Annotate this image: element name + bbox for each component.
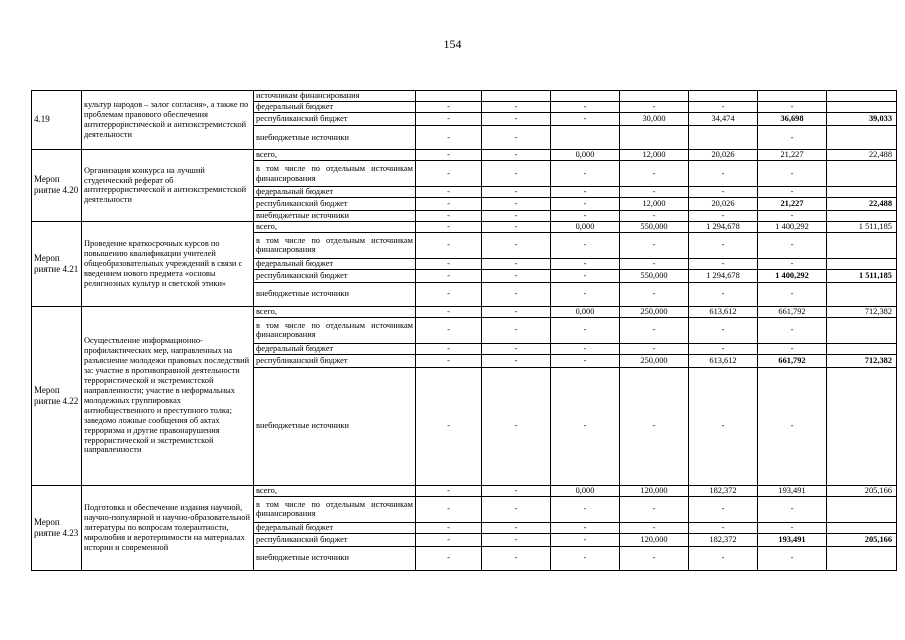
amount-cell: - <box>416 533 482 546</box>
amount-cell: - <box>551 367 620 485</box>
amount-cell: - <box>482 258 551 269</box>
amount-cell: 30,000 <box>620 113 689 126</box>
amount-cell: - <box>689 496 758 522</box>
amount-cell <box>827 232 897 258</box>
amount-cell: - <box>620 258 689 269</box>
amount-cell: - <box>416 317 482 343</box>
amount-cell: - <box>551 496 620 522</box>
amount-cell: - <box>416 496 482 522</box>
amount-cell: - <box>416 282 482 306</box>
amount-cell <box>551 126 620 150</box>
amount-cell: - <box>758 187 827 198</box>
amount-cell: - <box>551 232 620 258</box>
amount-cell: 205,166 <box>827 533 897 546</box>
amount-cell: 613,612 <box>689 306 758 317</box>
amount-cell: - <box>689 232 758 258</box>
amount-cell: 120,000 <box>620 533 689 546</box>
amount-cell: - <box>482 306 551 317</box>
amount-cell: - <box>551 187 620 198</box>
amount-cell: - <box>416 187 482 198</box>
amount-cell: - <box>482 546 551 570</box>
amount-cell: - <box>689 258 758 269</box>
amount-cell: 712,382 <box>827 306 897 317</box>
funding-source: федеральный бюджет <box>254 187 416 198</box>
amount-cell: 36,698 <box>758 113 827 126</box>
table-row <box>32 306 897 317</box>
amount-cell: - <box>758 161 827 187</box>
amount-cell <box>827 367 897 485</box>
amount-cell: 0,000 <box>551 150 620 161</box>
amount-cell: - <box>482 343 551 354</box>
amount-cell: - <box>620 232 689 258</box>
amount-cell: - <box>416 354 482 367</box>
amount-cell: - <box>620 282 689 306</box>
amount-cell: - <box>689 343 758 354</box>
amount-cell: - <box>551 113 620 126</box>
activity-name: Осуществление информационно-профилактических мер, направленных на разъяснение молодежи правовых последствий за: участие в противоправной деятельности террористической и экстремистской направленности; участие в неформальных молодежных группировках антиобщественного и преступного толка; заведомо ложные сообщения об актах терроризма и другие правонарушения террористической и экстремистской направленности <box>82 306 254 485</box>
amount-cell: - <box>482 187 551 198</box>
activity-id: Мероп риятие 4.23 <box>32 485 82 570</box>
funding-source: внебюджетные источники <box>254 367 416 485</box>
amount-cell: - <box>482 113 551 126</box>
amount-cell: - <box>482 496 551 522</box>
amount-cell: - <box>416 485 482 496</box>
amount-cell: - <box>416 269 482 282</box>
amount-cell: - <box>416 306 482 317</box>
amount-cell: - <box>482 232 551 258</box>
amount-cell: - <box>416 126 482 150</box>
funding-source: всего, <box>254 150 416 161</box>
amount-cell: 193,491 <box>758 485 827 496</box>
amount-cell: - <box>482 150 551 161</box>
amount-cell: - <box>416 232 482 258</box>
amount-cell: - <box>551 282 620 306</box>
table-row <box>32 221 897 232</box>
amount-cell: 1 400,292 <box>758 269 827 282</box>
amount-cell: - <box>482 282 551 306</box>
funding-source: в том числе по отдельным источникам финансирования <box>254 496 416 522</box>
amount-cell: - <box>620 522 689 533</box>
amount-cell: - <box>689 367 758 485</box>
funding-source: всего, <box>254 485 416 496</box>
amount-cell: - <box>620 102 689 113</box>
funding-source: федеральный бюджет <box>254 343 416 354</box>
amount-cell: - <box>416 546 482 570</box>
amount-cell: 12,000 <box>620 198 689 211</box>
amount-cell: 21,227 <box>758 198 827 211</box>
amount-cell: - <box>689 102 758 113</box>
funding-source: федеральный бюджет <box>254 258 416 269</box>
amount-cell <box>827 522 897 533</box>
amount-cell: - <box>689 161 758 187</box>
amount-cell: 12,000 <box>620 150 689 161</box>
amount-cell: 0,000 <box>551 306 620 317</box>
amount-cell: 550,000 <box>620 269 689 282</box>
amount-cell: - <box>758 496 827 522</box>
amount-cell: - <box>689 211 758 222</box>
amount-cell: - <box>689 317 758 343</box>
amount-cell <box>827 102 897 113</box>
amount-cell: - <box>551 317 620 343</box>
amount-cell <box>827 282 897 306</box>
amount-cell: - <box>620 496 689 522</box>
amount-cell: - <box>758 522 827 533</box>
funding-source: республиканский бюджет <box>254 269 416 282</box>
amount-cell: 20,026 <box>689 198 758 211</box>
amount-cell: 1 294,678 <box>689 269 758 282</box>
amount-cell: - <box>551 102 620 113</box>
funding-source: в том числе по отдельным источникам финансирования <box>254 232 416 258</box>
amount-cell: 550,000 <box>620 221 689 232</box>
amount-cell: 39,033 <box>827 113 897 126</box>
amount-cell: - <box>758 367 827 485</box>
amount-cell: 120,000 <box>620 485 689 496</box>
amount-cell: - <box>482 211 551 222</box>
amount-cell: - <box>551 354 620 367</box>
amount-cell: - <box>551 211 620 222</box>
amount-cell: 21,227 <box>758 150 827 161</box>
amount-cell: - <box>416 150 482 161</box>
amount-cell: 1 400,292 <box>758 221 827 232</box>
funding-source: федеральный бюджет <box>254 522 416 533</box>
amount-cell: - <box>482 161 551 187</box>
amount-cell: - <box>758 211 827 222</box>
amount-cell: - <box>482 354 551 367</box>
funding-source: республиканский бюджет <box>254 113 416 126</box>
amount-cell: 250,000 <box>620 306 689 317</box>
page-number: 154 <box>443 37 462 51</box>
amount-cell: 661,792 <box>758 354 827 367</box>
amount-cell: - <box>758 343 827 354</box>
funding-source: федеральный бюджет <box>254 102 416 113</box>
amount-cell <box>827 496 897 522</box>
amount-cell: - <box>551 533 620 546</box>
amount-cell: 22,488 <box>827 198 897 211</box>
amount-cell: - <box>551 546 620 570</box>
amount-cell: 20,026 <box>689 150 758 161</box>
activity-id: 4.19 <box>32 91 82 150</box>
amount-cell: 250,000 <box>620 354 689 367</box>
amount-cell: - <box>482 533 551 546</box>
amount-cell: - <box>482 269 551 282</box>
amount-cell: - <box>758 258 827 269</box>
amount-cell: 1 511,185 <box>827 269 897 282</box>
funding-source: республиканский бюджет <box>254 198 416 211</box>
amount-cell: - <box>551 198 620 211</box>
funding-source: внебюджетные источники <box>254 282 416 306</box>
amount-cell: - <box>482 485 551 496</box>
amount-cell <box>827 161 897 187</box>
amount-cell: - <box>620 187 689 198</box>
amount-cell: - <box>482 102 551 113</box>
funding-source: внебюджетные источники <box>254 211 416 222</box>
amount-cell: 1 294,678 <box>689 221 758 232</box>
table-row <box>32 150 897 161</box>
funding-source: всего, <box>254 306 416 317</box>
amount-cell: 712,382 <box>827 354 897 367</box>
amount-cell: - <box>416 343 482 354</box>
amount-cell: - <box>482 221 551 232</box>
amount-cell: - <box>551 258 620 269</box>
activity-id: Мероп риятие 4.22 <box>32 306 82 485</box>
amount-cell <box>827 126 897 150</box>
amount-cell <box>482 91 551 102</box>
amount-cell: - <box>620 367 689 485</box>
amount-cell <box>551 91 620 102</box>
amount-cell <box>827 91 897 102</box>
amount-cell: - <box>416 211 482 222</box>
amount-cell: - <box>416 161 482 187</box>
amount-cell <box>620 126 689 150</box>
amount-cell <box>827 211 897 222</box>
amount-cell: 613,612 <box>689 354 758 367</box>
amount-cell: - <box>620 343 689 354</box>
amount-cell <box>758 91 827 102</box>
amount-cell: - <box>482 126 551 150</box>
amount-cell: 0,000 <box>551 485 620 496</box>
amount-cell <box>827 317 897 343</box>
amount-cell: - <box>416 221 482 232</box>
amount-cell: 0,000 <box>551 221 620 232</box>
amount-cell: - <box>620 161 689 187</box>
funding-source: республиканский бюджет <box>254 533 416 546</box>
amount-cell: - <box>620 211 689 222</box>
amount-cell <box>827 258 897 269</box>
amount-cell: - <box>416 367 482 485</box>
amount-cell: - <box>416 198 482 211</box>
funding-source: внебюджетные источники <box>254 126 416 150</box>
amount-cell: - <box>551 343 620 354</box>
amount-cell <box>827 343 897 354</box>
amount-cell <box>689 126 758 150</box>
amount-cell: - <box>758 102 827 113</box>
amount-cell: - <box>416 522 482 533</box>
amount-cell: - <box>758 546 827 570</box>
activity-id: Мероп риятие 4.21 <box>32 221 82 306</box>
funding-source: всего, <box>254 221 416 232</box>
amount-cell: 34,474 <box>689 113 758 126</box>
amount-cell: - <box>758 126 827 150</box>
activity-name: культур народов – залог согласия», а также по проблемам правового обеспечения антитеррористической и антиэкстремистской деятельности <box>82 91 254 150</box>
amount-cell: - <box>482 522 551 533</box>
amount-cell: - <box>689 546 758 570</box>
amount-cell <box>827 546 897 570</box>
amount-cell: 205,166 <box>827 485 897 496</box>
amount-cell: - <box>689 522 758 533</box>
amount-cell <box>827 187 897 198</box>
funding-source: в том числе по отдельным источникам финансирования <box>254 317 416 343</box>
amount-cell: 661,792 <box>758 306 827 317</box>
amount-cell: - <box>758 282 827 306</box>
amount-cell: 182,372 <box>689 533 758 546</box>
amount-cell: - <box>620 546 689 570</box>
amount-cell: - <box>758 232 827 258</box>
amount-cell: - <box>416 102 482 113</box>
amount-cell: - <box>620 317 689 343</box>
amount-cell: - <box>551 522 620 533</box>
amount-cell: - <box>551 161 620 187</box>
amount-cell <box>416 91 482 102</box>
amount-cell: - <box>689 187 758 198</box>
amount-cell: - <box>482 198 551 211</box>
amount-cell: 1 511,185 <box>827 221 897 232</box>
funding-source: источникам финансирования <box>254 91 416 102</box>
table-row <box>32 485 897 496</box>
table-row <box>32 91 897 102</box>
amount-cell: - <box>689 282 758 306</box>
funding-source: внебюджетные источники <box>254 546 416 570</box>
amount-cell: - <box>758 317 827 343</box>
funding-source: республиканский бюджет <box>254 354 416 367</box>
activity-id: Мероп риятие 4.20 <box>32 150 82 222</box>
amount-cell: - <box>416 258 482 269</box>
funding-source: в том числе по отдельным источникам финансирования <box>254 161 416 187</box>
amount-cell: - <box>416 113 482 126</box>
amount-cell: - <box>482 317 551 343</box>
activity-name: Проведение краткосрочных курсов по повышению квалификации учителей общеобразовательных учреждений в связи с введением нового предмета «основы религиозных культур и светской этики» <box>82 221 254 306</box>
amount-cell <box>620 91 689 102</box>
amount-cell: 193,491 <box>758 533 827 546</box>
amount-cell: - <box>482 367 551 485</box>
amount-cell: 182,372 <box>689 485 758 496</box>
amount-cell <box>689 91 758 102</box>
activity-name: Организация конкурса на лучший студенческий реферат об антитеррористической и антиэкстремистской деятельности <box>82 150 254 222</box>
activity-name: Подготовка и обеспечение издания научной, научно-популярной и научно-образовательной литературы по вопросам толерантности, миролюбия и веротерпимости на материалах истории и современной <box>82 485 254 570</box>
budget-table <box>31 90 897 571</box>
amount-cell: - <box>551 269 620 282</box>
amount-cell: 22,488 <box>827 150 897 161</box>
